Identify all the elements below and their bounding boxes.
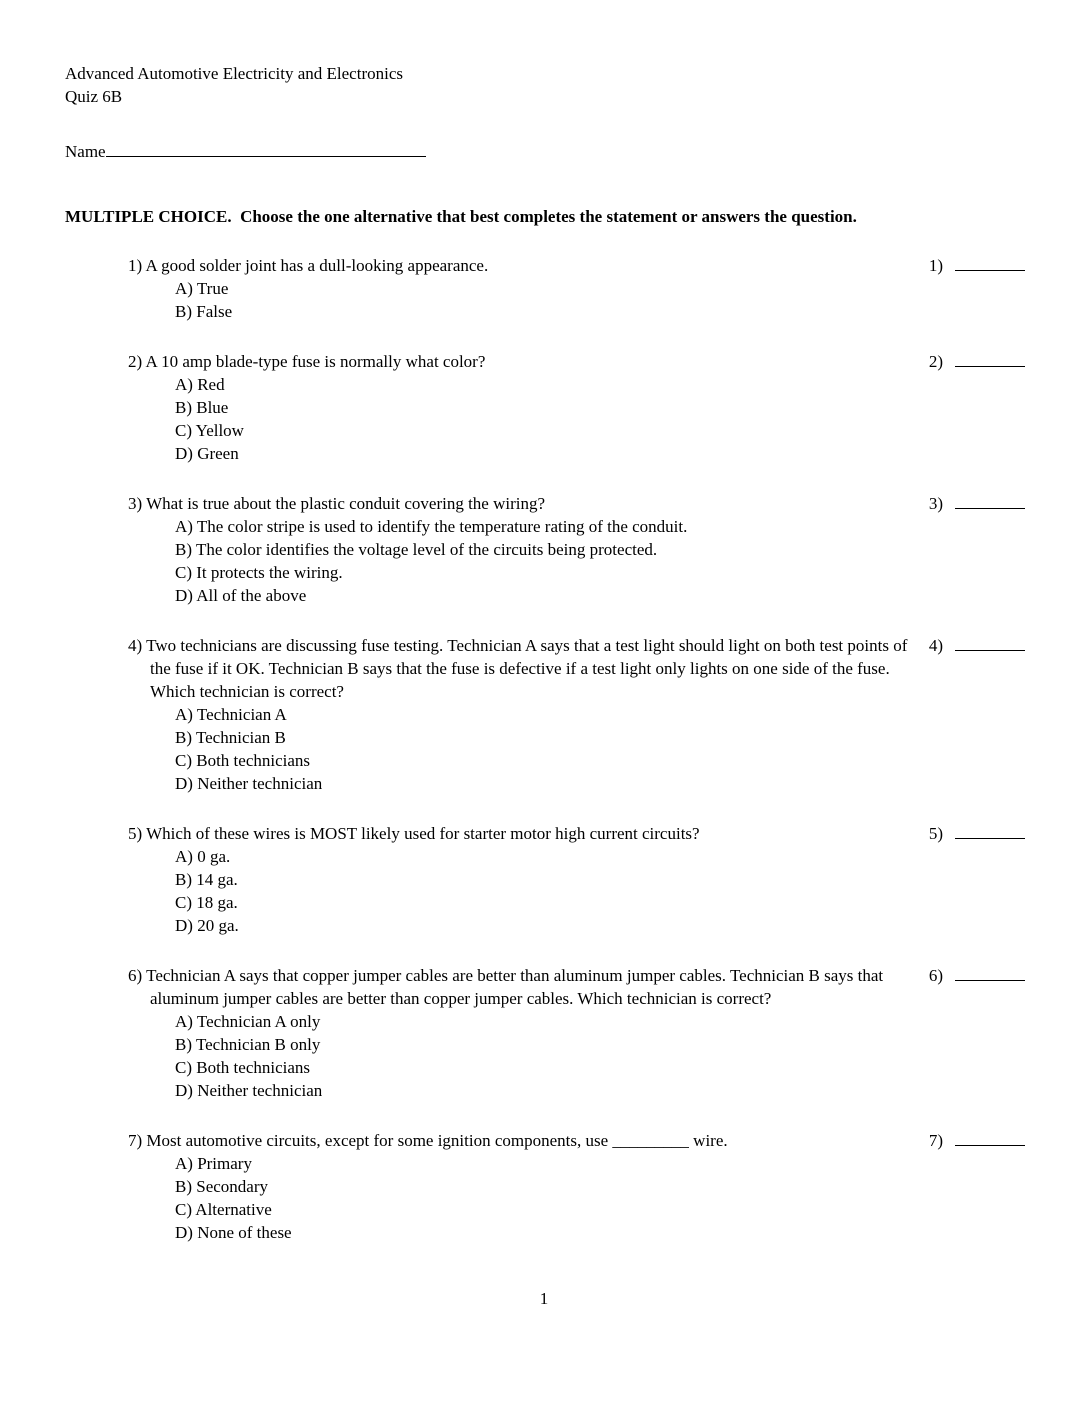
answer-number: 4) <box>928 636 943 655</box>
quiz-title: Quiz 6B <box>65 87 123 106</box>
question-option: D) Neither technician <box>175 774 323 793</box>
question-line <box>128 822 910 845</box>
question-number: 4) <box>128 636 143 655</box>
question-option: B) False <box>175 302 233 321</box>
question-option: A) The color stripe is used to identify the temperature rating of the conduit. <box>175 517 688 536</box>
question-options <box>128 277 910 323</box>
answer-area <box>929 350 1025 373</box>
answer-area <box>929 254 1025 277</box>
question-options <box>128 373 910 465</box>
answer-blank-line <box>955 494 1025 509</box>
question-option: B) 14 ga. <box>175 870 238 889</box>
question-body <box>128 822 910 937</box>
instructions-text: MULTIPLE CHOICE. Choose the one alternative that best completes the statement or answers the question. <box>65 207 857 226</box>
question-line <box>128 964 910 1010</box>
question-line <box>128 492 910 515</box>
answer-number: 5) <box>928 824 943 843</box>
answer-blank-line <box>955 824 1025 839</box>
question-text: Two technicians are discussing fuse testing. Technician A says that a test light should light on both test points of the fuse if it OK. Technician B says that the fuse is defective if a test light only lights on one side of the fuse. Which technician is correct? <box>146 636 908 701</box>
answer-area <box>929 964 1025 987</box>
question-line <box>128 254 910 277</box>
question-option: A) Technician A <box>175 705 287 724</box>
page-header <box>65 62 1025 108</box>
question-option: B) Secondary <box>175 1177 269 1196</box>
question-option: D) None of these <box>175 1223 292 1242</box>
question-body <box>128 964 910 1102</box>
question-line <box>128 1129 910 1152</box>
question-body <box>128 634 910 795</box>
answer-number: 1) <box>928 256 943 275</box>
question-line <box>128 350 910 373</box>
question-number: 3) <box>128 494 143 513</box>
question-text: What is true about the plastic conduit covering the wiring? <box>146 494 546 513</box>
question-option: C) Yellow <box>175 421 244 440</box>
question-text: Technician A says that copper jumper cables are better than aluminum jumper cables. Technician B says that aluminum jumper cables are better than copper jumper cables. Which technician is correct? <box>146 966 884 1008</box>
question-option: C) Both technicians <box>175 751 311 770</box>
question-text: A good solder joint has a dull-looking appearance. <box>145 256 489 275</box>
answer-blank-line <box>955 966 1025 981</box>
question-block <box>128 254 1025 323</box>
question-options <box>128 515 910 607</box>
question-number: 2) <box>128 352 143 371</box>
question-option: B) Blue <box>175 398 229 417</box>
question-option: A) Technician A only <box>175 1012 321 1031</box>
course-title: Advanced Automotive Electricity and Electronics <box>65 64 403 83</box>
question-option: D) 20 ga. <box>175 916 239 935</box>
question-option: D) Green <box>175 444 239 463</box>
question-number: 5) <box>128 824 143 843</box>
question-body <box>128 350 910 465</box>
question-line <box>128 634 910 703</box>
question-options <box>128 703 910 795</box>
answer-number: 6) <box>928 966 943 985</box>
question-option: B) Technician B only <box>175 1035 321 1054</box>
question-body <box>128 1129 910 1244</box>
answer-blank-line <box>955 256 1025 271</box>
question-block <box>128 1129 1025 1244</box>
question-block <box>128 964 1025 1102</box>
answer-blank-line <box>955 636 1025 651</box>
name-blank-line <box>106 141 426 157</box>
answer-number: 3) <box>928 494 943 513</box>
question-option: A) Primary <box>175 1154 252 1173</box>
question-option: D) All of the above <box>175 586 307 605</box>
name-label: Name <box>65 142 106 161</box>
answer-area <box>929 822 1025 845</box>
question-options <box>128 1010 910 1102</box>
question-block <box>128 634 1025 795</box>
page-number: 1 <box>539 1289 549 1308</box>
questions <box>128 254 1025 1244</box>
name-row <box>65 140 1025 163</box>
question-number: 7) <box>128 1131 143 1150</box>
question-option: B) Technician B <box>175 728 286 747</box>
question-block <box>128 822 1025 937</box>
answer-number: 2) <box>928 352 943 371</box>
question-option: A) 0 ga. <box>175 847 231 866</box>
answer-blank-line <box>955 352 1025 367</box>
answer-blank-line <box>955 1131 1025 1146</box>
question-number: 1) <box>128 256 143 275</box>
question-number: 6) <box>128 966 143 985</box>
question-options <box>128 845 910 937</box>
question-option: C) Both technicians <box>175 1058 311 1077</box>
question-option: D) Neither technician <box>175 1081 323 1100</box>
question-block <box>128 492 1025 607</box>
question-text: A 10 amp blade-type fuse is normally what color? <box>145 352 486 371</box>
question-option: C) It protects the wiring. <box>175 563 343 582</box>
question-block <box>128 350 1025 465</box>
question-option: A) True <box>175 279 229 298</box>
question-text: Which of these wires is MOST likely used for starter motor high current circuits? <box>146 824 700 843</box>
question-text: Most automotive circuits, except for some ignition components, use _________ wire. <box>146 1131 728 1150</box>
question-option: B) The color identifies the voltage level of the circuits being protected. <box>175 540 658 559</box>
question-option: A) Red <box>175 375 225 394</box>
question-body <box>128 492 910 607</box>
question-option: C) Alternative <box>175 1200 272 1219</box>
question-options <box>128 1152 910 1244</box>
answer-number: 7) <box>928 1131 943 1150</box>
answer-area <box>929 492 1025 515</box>
question-option: C) 18 ga. <box>175 893 238 912</box>
answer-area <box>929 634 1025 657</box>
question-body <box>128 254 910 323</box>
answer-area <box>929 1129 1025 1152</box>
